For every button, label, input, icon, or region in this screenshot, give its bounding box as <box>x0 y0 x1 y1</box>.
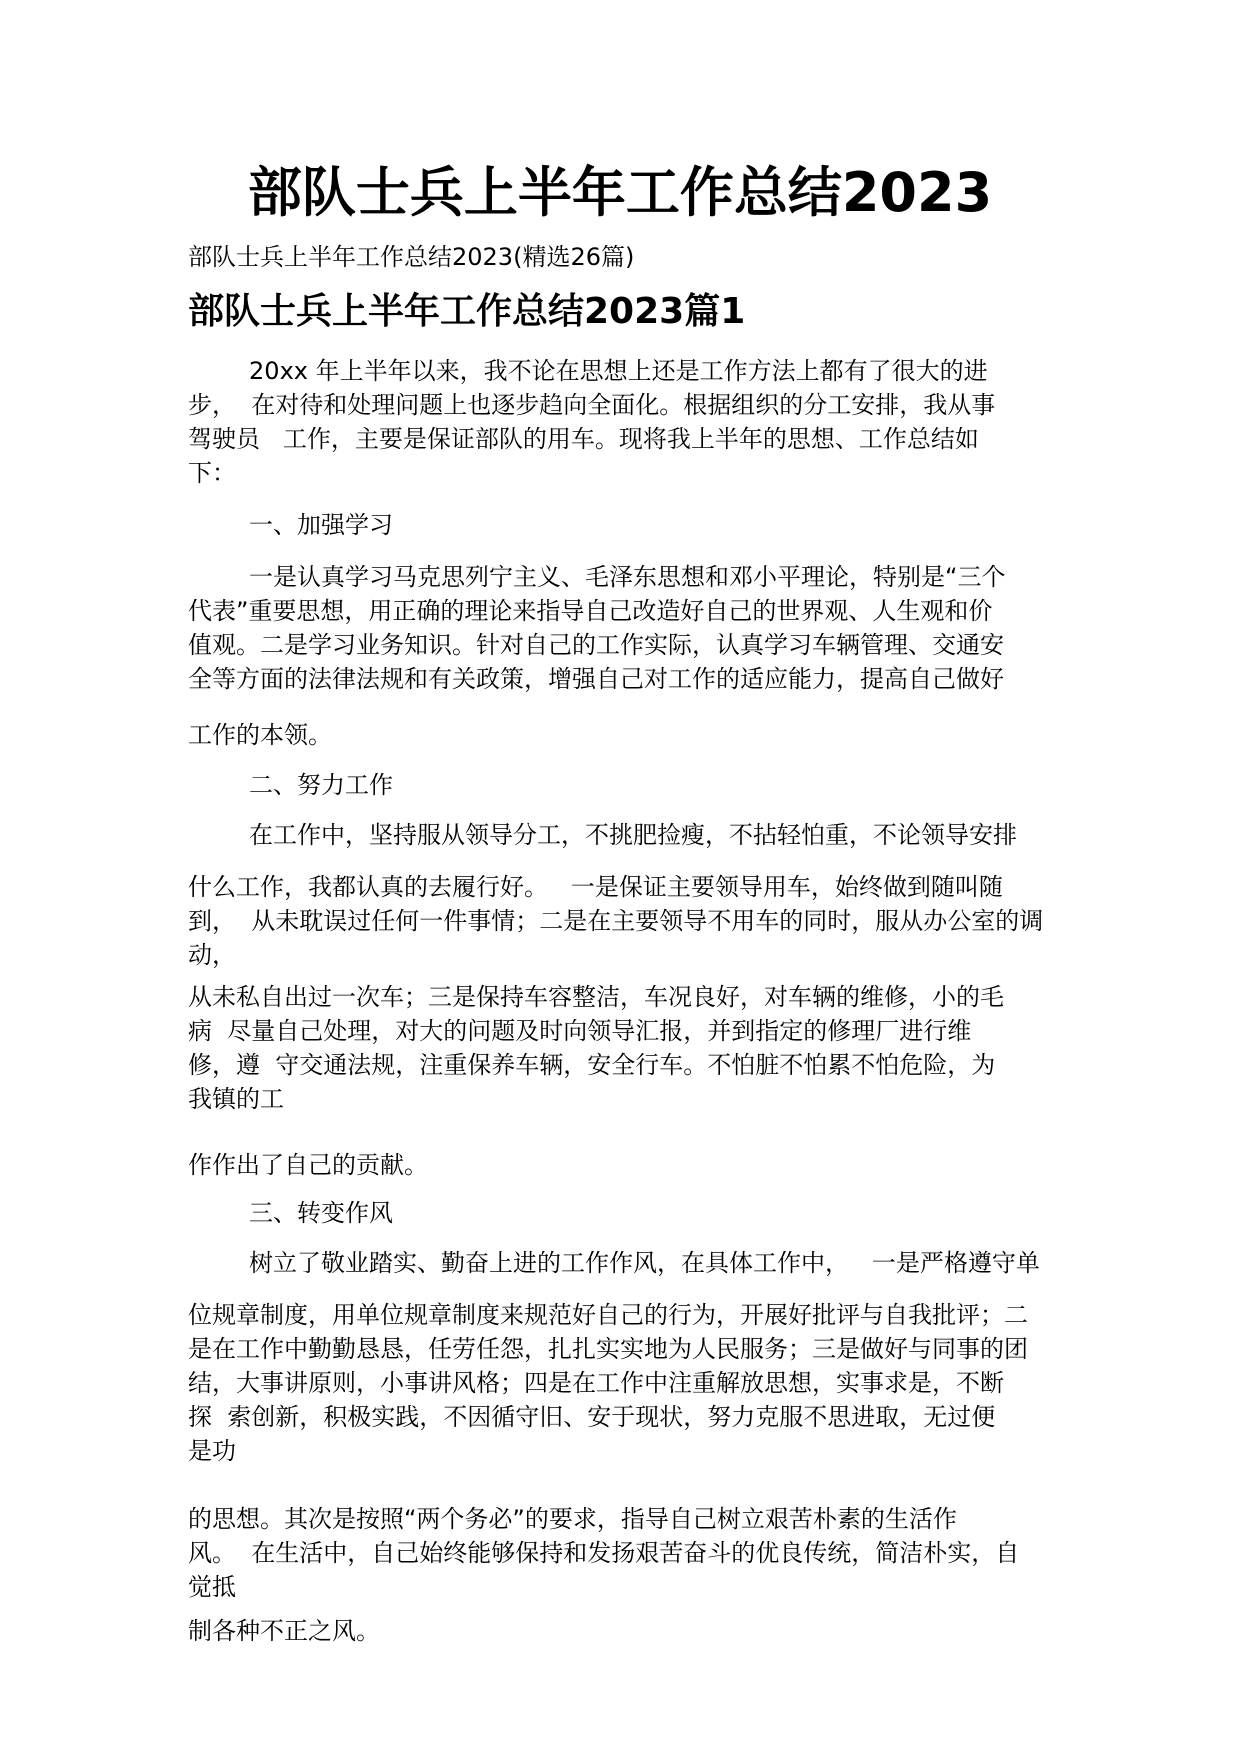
document-title: 部队士兵上半年工作总结2023 <box>247 161 993 224</box>
section-heading-style: 三、转变作风 <box>188 1199 394 1227</box>
section-heading: 部队士兵上半年工作总结2023篇1 <box>188 291 746 332</box>
paragraph-work-2: 什么工作，我都认真的去履行好。 一是保证主要领导用车，始终做到随叫随 到， 从未耽误过任何一件事情；二是在主要领导不用车的同时，服从办公室的调 动， <box>188 873 1044 969</box>
section-heading-work: 二、努力工作 <box>188 771 394 799</box>
document-subtitle: 部队士兵上半年工作总结2023(精选26篇) <box>188 243 635 271</box>
paragraph-study: 一是认真学习马克思列宁主义、毛泽东思想和邓小平理论，特别是“三个 代表”重要思想，用正确的理论来指导自己改造好自己的世界观、人生观和价 值观。二是学习业务知识。针对自己的工作实际，认真学习车辆管理、交通安 全等方面的法律法规和有关政策，增强自己对工作的适应能力，提高自己做好 <box>188 563 1006 693</box>
paragraph-intro: 20xx 年上半年以来，我不论在思想上还是工作方法上都有了很大的进 步， 在对待和处理问题上也逐步趋向全面化。根据组织的分工安排，我从事 驾驶员 工作，主要是保证部队的用车。现将我上半年的思想、工作总结如 下： <box>188 357 996 487</box>
paragraph-style-end: 制各种不正之风。 <box>188 1617 380 1645</box>
paragraph-work-3: 从未私自出过一次车；三是保持车容整洁，车况良好，对车辆的维修，小的毛 病 尽量自己处理，对大的问题及时向领导汇报，并到指定的修理厂进行维 修，遵 守交通法规，注重保养车辆，安全行车。不怕脏不怕累不怕危险，为 我镇的工 <box>188 983 1004 1113</box>
paragraph-style-1: 树立了敬业踏实、勤奋上进的工作作风，在具体工作中， 一是严格遵守单 <box>188 1249 1040 1277</box>
paragraph-work-end: 作作出了自己的贡献。 <box>188 1151 428 1179</box>
section-heading-study: 一、加强学习 <box>188 511 394 539</box>
paragraph-style-2: 位规章制度，用单位规章制度来规范好自己的行为，开展好批评与自我批评；二 是在工作中勤勤恳恳，任劳任怨，扎扎实实地为人民服务；三是做好与同事的团 结，大事讲原则，小事讲风格；四是在工作中注重解放思想，实事求是，不断 探 索创新，积极实践，不因循守旧、安于现状，努力克服不思进取，无过便 是功 <box>188 1301 1028 1465</box>
paragraph-study-end: 工作的本领。 <box>188 721 332 749</box>
paragraph-style-3: 的思想。其次是按照“两个务必”的要求，指导自己树立艰苦朴素的生活作 风。 在生活中，自己始终能够保持和发扬艰苦奋斗的优良传统，简洁朴实，自 觉抵 <box>188 1505 1020 1601</box>
paragraph-work-1: 在工作中，坚持服从领导分工，不挑肥捡瘦，不拈轻怕重，不论领导安排 <box>188 821 1018 849</box>
